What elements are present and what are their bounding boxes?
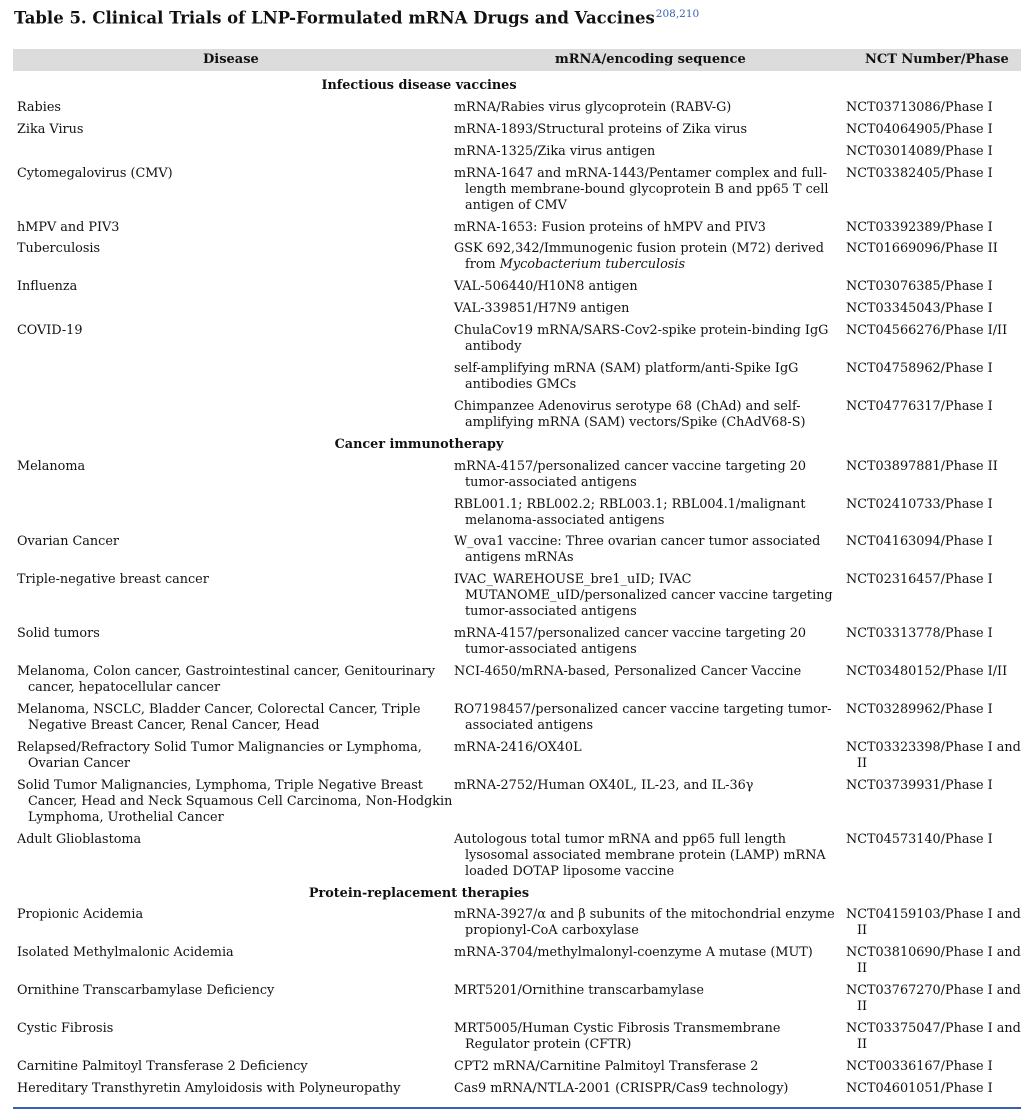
cell-nct: NCT03480152/Phase I/II — [846, 664, 1008, 679]
cell-mrna: W_ova1 vaccine: Three ovarian cancer tumor associated antigens mRNAs — [454, 534, 821, 565]
cell-nct: NCT03739931/Phase I — [846, 778, 993, 793]
header-nct: NCT Number/Phase — [865, 52, 1009, 67]
cell-nct: NCT04758962/Phase I — [846, 361, 993, 376]
cell-nct: NCT03392389/Phase I — [846, 220, 993, 235]
cell-mrna: VAL-339851/H7N9 antigen — [454, 301, 630, 316]
cell-disease: Influenza — [17, 279, 78, 294]
cell-nct: NCT03375047/Phase I and II — [846, 1021, 1021, 1052]
cell-nct: NCT03810690/Phase I and II — [846, 945, 1021, 976]
cell-mrna: mRNA-2752/Human OX40L, IL-23, and IL-36γ — [454, 778, 754, 793]
cell-mrna: mRNA-1653: Fusion proteins of hMPV and PIV3 — [454, 220, 766, 235]
section-cancer: Cancer immunotherapy — [334, 437, 504, 452]
cell-disease: Relapsed/Refractory Solid Tumor Malignancies or Lymphoma, Ovarian Cancer — [17, 740, 422, 771]
table-header — [13, 49, 1021, 71]
cell-nct: NCT02316457/Phase I — [846, 572, 993, 587]
cell-nct: NCT03323398/Phase I and II — [846, 740, 1021, 771]
table-bottom-rule — [13, 1107, 1021, 1109]
cell-mrna: ChulaCov19 mRNA/SARS-Cov2-spike protein-binding IgG antibody — [454, 323, 829, 354]
cell-disease: Solid tumors — [17, 626, 100, 641]
cell-disease: COVID-19 — [17, 323, 83, 338]
cell-disease: Solid Tumor Malignancies, Lymphoma, Triple Negative Breast Cancer, Head and Neck Squamous Cell Carcinoma, Non-Hodgkin Lymphoma, Urothelial Cancer — [17, 778, 453, 825]
cell-mrna: mRNA-2416/OX40L — [454, 740, 582, 755]
cell-mrna: Chimpanzee Adenovirus serotype 68 (ChAd) and self-amplifying mRNA (SAM) vectors/Spike (ChAdV68-S) — [454, 399, 806, 430]
cell-mrna: Autologous total tumor mRNA and pp65 full length lysosomal associated membrane protein (LAMP) mRNA loaded DOTAP liposome vaccine — [454, 832, 826, 879]
cell-mrna: MRT5201/Ornithine transcarbamylase — [454, 983, 704, 998]
cell-disease: Carnitine Palmitoyl Transferase 2 Deficiency — [17, 1059, 308, 1074]
table-title-text: Table 5. Clinical Trials of LNP-Formulated mRNA Drugs and Vaccines — [14, 8, 655, 28]
cell-nct: NCT03767270/Phase I and II — [846, 983, 1021, 1014]
cell-mrna: GSK 692,342/Immunogenic fusion protein (M72) derived from Mycobacterium tuberculosis — [454, 241, 824, 272]
cell-disease: Propionic Acidemia — [17, 907, 144, 922]
cell-disease: Adult Glioblastoma — [17, 832, 142, 847]
cell-nct: NCT03076385/Phase I — [846, 279, 993, 294]
cell-disease: hMPV and PIV3 — [17, 220, 120, 235]
cell-nct: NCT04601051/Phase I — [846, 1081, 993, 1096]
cell-disease: Rabies — [17, 100, 61, 115]
cell-mrna: NCI-4650/mRNA-based, Personalized Cancer Vaccine — [454, 664, 802, 679]
cell-mrna: mRNA-1893/Structural proteins of Zika virus — [454, 122, 748, 137]
cell-mrna: mRNA-1647 and mRNA-1443/Pentamer complex and full-length membrane-bound glycoprotein B and pp65 T cell antigen of CMV — [454, 166, 829, 213]
cell-mrna: mRNA-4157/personalized cancer vaccine targeting 20 tumor-associated antigens — [454, 459, 807, 490]
cell-mrna: VAL-506440/H10N8 antigen — [454, 279, 638, 294]
cell-disease: Ornithine Transcarbamylase Deficiency — [17, 983, 275, 998]
cell-disease: Cytomegalovirus (CMV) — [17, 166, 173, 181]
cell-disease: Cystic Fibrosis — [17, 1021, 114, 1036]
section-infectious: Infectious disease vaccines — [321, 78, 517, 93]
cell-mrna: RO7198457/personalized cancer vaccine targeting tumor-associated antigens — [454, 702, 832, 733]
cell-nct: NCT04064905/Phase I — [846, 122, 993, 137]
cell-nct: NCT03014089/Phase I — [846, 144, 993, 159]
cell-mrna: mRNA-4157/personalized cancer vaccine targeting 20 tumor-associated antigens — [454, 626, 807, 657]
cell-nct: NCT04163094/Phase I — [846, 534, 993, 549]
cell-nct: NCT04159103/Phase I and II — [846, 907, 1021, 938]
cell-disease: Hereditary Transthyretin Amyloidosis with Polyneuropathy — [17, 1081, 401, 1096]
cell-nct: NCT04776317/Phase I — [846, 399, 993, 414]
cell-nct: NCT04566276/Phase I/II — [846, 323, 1008, 338]
cell-mrna: mRNA-1325/Zika virus antigen — [454, 144, 656, 159]
cell-nct: NCT03289962/Phase I — [846, 702, 993, 717]
cell-nct: NCT01669096/Phase II — [846, 241, 998, 256]
cell-mrna: mRNA-3704/methylmalonyl-coenzyme A mutase (MUT) — [454, 945, 813, 960]
cell-disease: Triple-negative breast cancer — [17, 572, 209, 587]
cell-nct: NCT00336167/Phase I — [846, 1059, 993, 1074]
cell-mrna: self-amplifying mRNA (SAM) platform/anti-Spike IgG antibodies GMCs — [454, 361, 799, 392]
header-mrna: mRNA/encoding sequence — [555, 52, 746, 67]
table-title-refs[interactable]: 208,210 — [655, 8, 700, 20]
section-protein-replacement: Protein-replacement therapies — [308, 886, 530, 901]
cell-disease: Tuberculosis — [17, 241, 101, 256]
cell-disease: Melanoma — [17, 459, 86, 474]
table-title — [14, 8, 699, 28]
cell-mrna: MRT5005/Human Cystic Fibrosis Transmembrane Regulator protein (CFTR) — [454, 1021, 781, 1052]
cell-mrna: Cas9 mRNA/NTLA-2001 (CRISPR/Cas9 technology) — [454, 1081, 789, 1096]
cell-disease: Zika Virus — [17, 122, 84, 137]
cell-nct: NCT03345043/Phase I — [846, 301, 993, 316]
cell-disease: Melanoma, Colon cancer, Gastrointestinal cancer, Genitourinary cancer, hepatocellular cancer — [17, 664, 436, 695]
header-disease: Disease — [203, 52, 259, 67]
cell-disease: Melanoma, NSCLC, Bladder Cancer, Colorectal Cancer, Triple Negative Breast Cancer, Renal Cancer, Head — [17, 702, 421, 733]
cell-disease: Isolated Methylmalonic Acidemia — [17, 945, 234, 960]
cell-nct: NCT03313778/Phase I — [846, 626, 993, 641]
cell-mrna: mRNA/Rabies virus glycoprotein (RABV-G) — [454, 100, 732, 115]
cell-nct: NCT04573140/Phase I — [846, 832, 993, 847]
cell-mrna: IVAC_WAREHOUSE_bre1_uID; IVAC MUTANOME_uID/personalized cancer vaccine targeting tumor-associated antigens — [454, 572, 833, 619]
cell-nct: NCT03713086/Phase I — [846, 100, 993, 115]
cell-mrna: RBL001.1; RBL002.2; RBL003.1; RBL004.1/malignant melanoma-associated antigens — [454, 497, 806, 528]
cell-mrna: mRNA-3927/α and β subunits of the mitochondrial enzyme propionyl-CoA carboxylase — [454, 907, 835, 938]
cell-nct: NCT03897881/Phase II — [846, 459, 998, 474]
cell-disease: Ovarian Cancer — [17, 534, 120, 549]
cell-mrna: CPT2 mRNA/Carnitine Palmitoyl Transferase 2 — [454, 1059, 759, 1074]
cell-nct: NCT02410733/Phase I — [846, 497, 993, 512]
cell-nct: NCT03382405/Phase I — [846, 166, 993, 181]
